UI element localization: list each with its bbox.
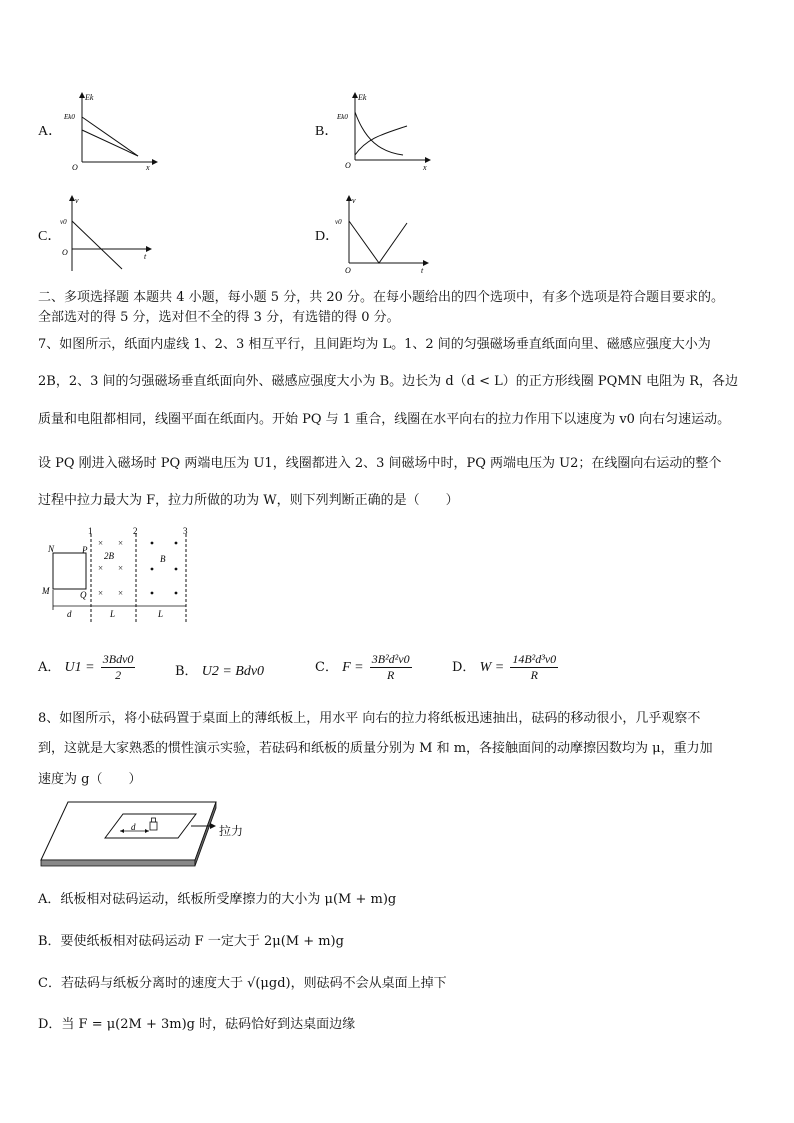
q7-option-c-frac: $\frac{\text{3B²d²v0}}{R}$ bbox=[371, 652, 410, 682]
q6c-y0: v0 bbox=[60, 218, 67, 226]
q7-field-2b-label: 2B bbox=[104, 551, 114, 561]
q6-option-b-graph bbox=[335, 90, 435, 172]
q6b-rise-curve bbox=[355, 126, 407, 155]
q7-label-p: P bbox=[82, 545, 88, 555]
svg-text:×: × bbox=[98, 588, 104, 598]
q6a-line-2 bbox=[82, 130, 138, 156]
q7-option-d-lhs: W = bbox=[479, 660, 505, 675]
q7-option-b-expr: U2 = Bdv0 bbox=[201, 664, 265, 679]
q8-d-label: d bbox=[131, 822, 136, 832]
q8-weight bbox=[150, 822, 157, 830]
q6-option-a-letter: A． bbox=[38, 124, 63, 139]
q7-label-1: 1 bbox=[88, 526, 93, 536]
q7-line3: 质量和电阻都相同，线圈平面在纸面内。开始 PQ 与 1 重合，线圈在水平向右的拉力作用下以速度为 v0 向右匀速运动。 bbox=[38, 412, 731, 427]
q6c-origin: O bbox=[62, 248, 68, 257]
q7-option-a-letter: A． bbox=[38, 660, 61, 675]
q7-field-out-of-page bbox=[151, 542, 178, 595]
svg-text:×: × bbox=[118, 563, 124, 573]
q7-field-b-label: B bbox=[160, 554, 166, 564]
q6-option-c-letter: C． bbox=[38, 229, 62, 244]
q8-option-a: A．纸板相对砝码运动，纸板所受摩擦力的大小为 μ(M + m)g bbox=[38, 892, 397, 907]
q6b-origin: O bbox=[345, 161, 351, 170]
q6d-v-line bbox=[349, 221, 407, 263]
q6c-line bbox=[72, 221, 122, 269]
q7-figure bbox=[38, 526, 198, 626]
q6-option-c-graph bbox=[60, 193, 160, 275]
q7-option-a-lhs: U1 = bbox=[64, 660, 95, 675]
svg-text:×: × bbox=[118, 538, 124, 548]
q7-line2: 2B，2、3 间的匀强磁场垂直纸面向外、磁感应强度大小为 B。边长为 d（d < L）的正方形线圈 PQMN 电阻为 R，各边 bbox=[38, 374, 739, 389]
svg-text:×: × bbox=[98, 538, 104, 548]
q8-option-d: D．当 F = μ(2M + 3m)g 时，砝码恰好到达桌面边缘 bbox=[38, 1017, 356, 1032]
q6d-y0: v0 bbox=[335, 218, 342, 226]
q6d-ylabel: v bbox=[352, 196, 356, 205]
q6c-xlabel: t bbox=[144, 252, 147, 261]
q7-dim-d: d bbox=[67, 609, 72, 619]
q7-line4: 设 PQ 刚进入磁场时 PQ 两端电压为 U1，线圈都进入 2、3 间磁场中时，PQ 两端电压为 U2；在线圈向右运动的整个 bbox=[38, 456, 722, 471]
q8-force-label: 拉力 bbox=[219, 824, 244, 838]
q6-option-a-graph bbox=[60, 90, 160, 170]
q7-field-into-page bbox=[98, 538, 123, 598]
q7-option-a bbox=[38, 652, 137, 683]
q7-option-d bbox=[452, 652, 560, 683]
q6-option-d-graph bbox=[335, 193, 435, 275]
section2-line1: 二、多项选择题 本题共 4 小题，每小题 5 分，共 20 分。在每小题给出的四个选项中，有多个选项是符合题目要求的。 bbox=[38, 290, 725, 305]
q7-option-c bbox=[315, 652, 414, 683]
q8-line1: 8、如图所示，将小砝码置于桌面上的薄纸板上，用水平 向右的拉力将纸板迅速抽出，砝码的移动很小，几乎观察不 bbox=[38, 711, 701, 726]
q8-line2: 到，这就是大家熟悉的惯性演示实验，若砝码和纸板的质量分别为 M 和 m，各接触面间的动摩擦因数均为 μ，重力加 bbox=[38, 741, 713, 756]
q7-line5: 过程中拉力最大为 F，拉力所做的功为 W，则下列判断正确的是（ ） bbox=[38, 493, 459, 508]
q8-option-b: B．要使纸板相对砝码运动 F 一定大于 2μ(M + m)g bbox=[38, 934, 344, 949]
q7-label-n: N bbox=[48, 544, 55, 554]
q8-line3: 速度为 g（ ） bbox=[38, 772, 142, 787]
q7-dim-l2: L bbox=[158, 609, 164, 619]
svg-text:×: × bbox=[118, 588, 124, 598]
q6a-ylabel: Ek bbox=[85, 93, 94, 102]
q6b-ylabel: Ek bbox=[358, 93, 367, 102]
q7-dim-l1: L bbox=[110, 609, 116, 619]
q7-label-q: Q bbox=[80, 590, 87, 600]
q7-option-a-frac: $\frac{\text{3Bdv0}}{2}$ bbox=[102, 652, 134, 682]
q7-line1: 7、如图所示，纸面内虚线 1、2、3 相互平行，且间距均为 L。1、2 间的匀强磁场垂直纸面向里、磁感应强度大小为 bbox=[38, 337, 711, 352]
q7-label-3: 3 bbox=[183, 526, 188, 536]
section2-line2: 全部选对的得 5 分，选对但不全的得 3 分，有选错的得 0 分。 bbox=[38, 310, 400, 325]
q6a-xlabel: x bbox=[146, 163, 150, 170]
q6a-line-1 bbox=[82, 117, 138, 156]
q6a-origin: O bbox=[72, 163, 78, 170]
q6-option-d-letter: D． bbox=[315, 229, 340, 244]
q7-option-d-letter: D． bbox=[452, 660, 476, 675]
q7-option-c-lhs: F = bbox=[342, 660, 364, 675]
q6b-xlabel: x bbox=[423, 163, 427, 172]
q7-option-b-letter: B． bbox=[175, 664, 198, 679]
q6a-y0: Ek0 bbox=[64, 113, 75, 121]
svg-text:×: × bbox=[98, 563, 104, 573]
q7-option-b bbox=[175, 660, 264, 680]
q7-option-c-letter: C． bbox=[315, 660, 338, 675]
q7-option-d-frac: $\frac{\text{14B²d³v0}}{R}$ bbox=[512, 652, 557, 682]
q7-label-m: M bbox=[42, 586, 50, 596]
q8-option-c: C．若砝码与纸板分离时的速度大于 √(μgd)，则砝码不会从桌面上掉下 bbox=[38, 976, 447, 991]
q6d-origin: O bbox=[345, 266, 351, 275]
q6b-decay-curve bbox=[355, 112, 403, 155]
q7-label-2: 2 bbox=[133, 526, 138, 536]
q6c-ylabel: v bbox=[75, 196, 79, 205]
q7-coil bbox=[53, 553, 86, 589]
q6d-xlabel: t bbox=[421, 266, 424, 275]
q6b-y0: Ek0 bbox=[337, 113, 348, 121]
q6-option-b-letter: B． bbox=[315, 124, 339, 139]
